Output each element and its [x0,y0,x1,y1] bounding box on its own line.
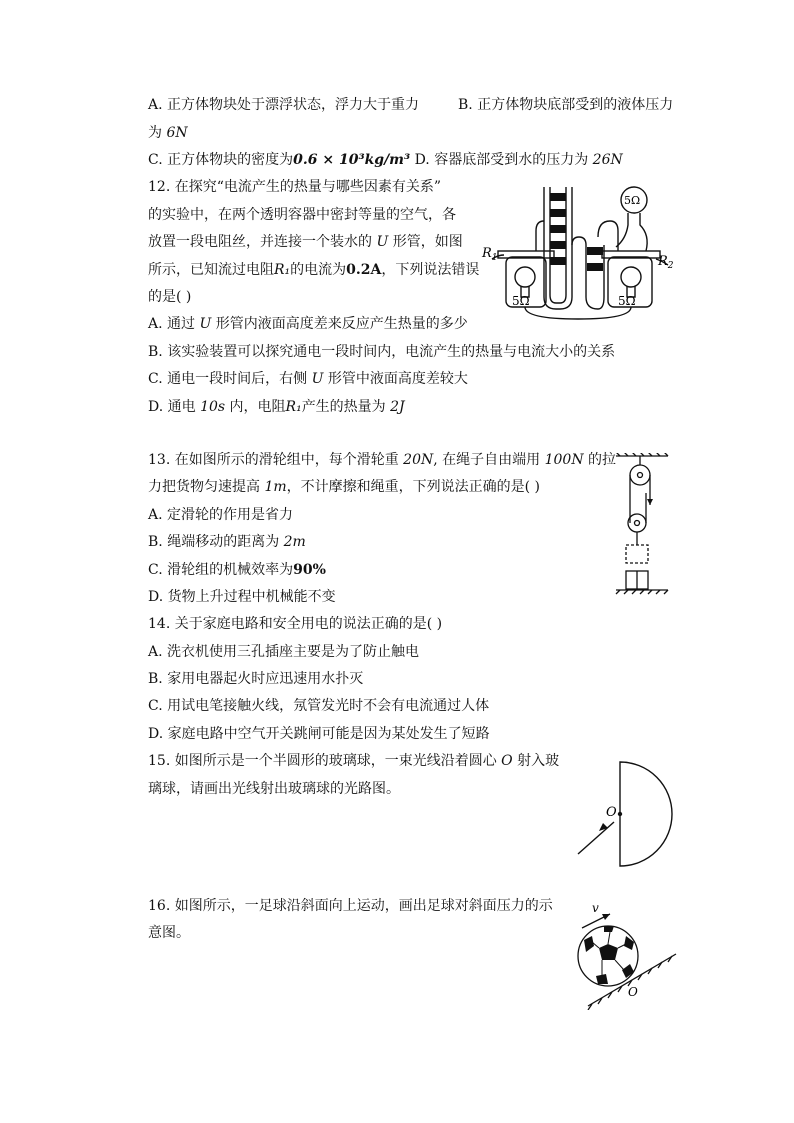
q12-fig-right-resistance: 5Ω [618,294,636,308]
q15-stem-line2: 璃球，请画出光线射出玻璃球的光路图。 [148,781,400,797]
q16-stem-line1: 16. 如图所示，一足球沿斜面向上运动，画出足球对斜面压力的示 [148,898,553,914]
q12-fig-r2-label: $R_2$ [658,254,674,271]
q16-fig-velocity-label: v [592,901,599,915]
q13-stem-line1: 13. 在如图所示的滑轮组中，每个滑轮重 20N, 在绳子自由端用 100N 的拉 [148,452,617,468]
q13-option-a: A. 定滑轮的作用是省力 [148,507,294,523]
q12-apparatus-figure [478,185,678,320]
q14-option-a: A. 洗衣机使用三孔插座主要是为了防止触电 [148,644,420,660]
q13-option-c: C. 滑轮组的机械效率为90% [148,562,326,578]
q12-fig-r1-label: $R_1$ [482,246,498,263]
q12-option-c: C. 通电一段时间后，右侧 U 形管中液面高度差较大 [148,371,468,387]
q11-option-a: A. 正方体物块处于漂浮状态，浮力大于重力 [148,97,420,113]
q13-pulley-figure [612,453,672,595]
q12-option-b: B. 该实验装置可以探究通电一段时间内，电流产生的热量与电流大小的关系 [148,344,616,360]
q12-stem-line1: 12. 在探究“电流产生的热量与哪些因素有关系” [148,179,442,195]
q14-option-c: C. 用试电笔接触火线，氖管发光时不会有电流通过人体 [148,698,490,714]
q12-option-a: A. 通过 U 形管内液面高度差来反应产生热量的多少 [148,316,468,332]
q12-option-d: D. 通电 10s 内，电阻R₁产生的热量为 2J [148,399,405,415]
q14-option-d: D. 家庭电路中空气开关跳闸可能是因为某处发生了短路 [148,726,490,742]
q16-stem-line2: 意图。 [148,925,190,941]
q13-stem-line2: 力把货物匀速提高 1m，不计摩擦和绳重，下列说法正确的是( ) [148,479,541,495]
q12-stem-line3: 放置一段电阻丝，并连接一个装水的 U 形管，如图 [148,234,463,250]
q15-semicircle-figure [570,756,680,868]
q12-stem-line4: 所示，已知流过电阻R₁的电流为0.2A，下列说法错误 [148,262,480,278]
q14-option-b: B. 家用电器起火时应迅速用水扑灭 [148,671,364,687]
q16-ball-on-slope-figure [570,898,680,1010]
q15-fig-center-label: O [606,805,617,820]
q13-option-b: B. 绳端移动的距离为 2m [148,534,306,550]
q11-option-b-cont: 为 6N [148,125,188,141]
q11-options-c-d: C. 正方体物块的密度为0.6 × 10³kg/m³ D. 容器底部受到水的压力为 26N [148,152,623,168]
q14-stem: 14. 关于家庭电路和安全用电的说法正确的是( ) [148,616,443,632]
q12-stem-line5: 的是( ) [148,289,192,305]
q15-stem-line1: 15. 如图所示是一个半圆形的玻璃球，一束光线沿着圆心 O 射入玻 [148,753,560,769]
q12-fig-top-resistance: 5Ω [624,194,641,207]
q16-fig-contact-label: O [628,985,638,999]
q12-fig-left-resistance: 5Ω [512,294,530,308]
q13-option-d: D. 货物上升过程中机械能不变 [148,589,336,605]
q12-stem-line2: 的实验中，在两个透明容器中密封等量的空气，各 [148,207,456,223]
q11-option-b: B. 正方体物块底部受到的液体压力 [458,97,674,113]
